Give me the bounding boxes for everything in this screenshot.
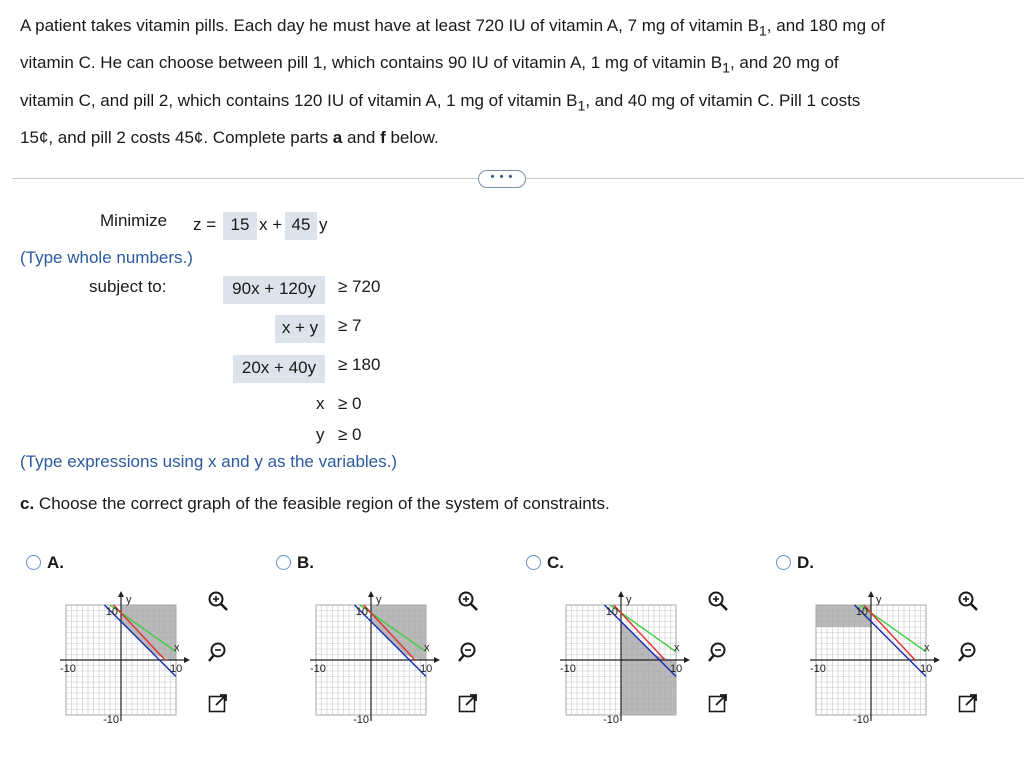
expand-graph-icon[interactable] [457,692,479,714]
problem-statement [20,10,1020,154]
zoom-out-icon[interactable] [457,641,479,663]
y-min-tick-label: -10 [853,714,869,723]
x-max-tick-label: 10 [920,663,933,675]
radio-circle-icon[interactable] [526,555,541,570]
feasible-region-graph [302,583,442,723]
y-max-tick-label: 10 [105,606,118,618]
problem-line-4: 15¢, and pill 2 costs 45¢. Complete parts a and f below. [20,128,439,148]
feasible-region-graph [802,583,942,723]
y-axis-arrow [118,591,124,597]
option-d-radio[interactable]: D. [776,553,814,573]
radio-circle-icon[interactable] [276,555,291,570]
expand-more-button[interactable]: • • • [478,170,526,188]
x-max-tick-label: 10 [670,663,683,675]
y-max-tick-label: 10 [355,606,368,618]
zoom-out-icon[interactable] [207,641,229,663]
y-min-tick-label: -10 [353,714,369,723]
zoom-out-icon[interactable] [707,641,729,663]
zoom-in-icon[interactable] [707,590,729,612]
x-max-tick-label: 10 [170,663,183,675]
option-b-radio[interactable]: B. [276,553,314,573]
x-axis-label: x [674,642,680,654]
constraint-4-lhs: x [316,394,325,413]
zoom-in-icon[interactable] [957,590,979,612]
problem-line-2: vitamin C. He can choose between pill 1, which contains 90 IU of vitamin A, 1 mg of vitamin $B_1$, and 20 mg of [20,53,839,77]
x-axis-label: x [174,642,180,654]
x-axis-arrow [934,657,940,663]
y-variable: y [319,215,328,234]
constraint-1-rhs: ≥ 720 [338,277,381,296]
expand-graph-icon[interactable] [207,692,229,714]
z-equals: z = [193,215,217,234]
x-min-tick-label: -10 [60,663,76,675]
x-max-tick-label: 10 [420,663,433,675]
constraint-5-rhs: ≥ 0 [338,425,362,444]
y-axis-arrow [368,591,374,597]
graph-option-b [302,583,442,728]
problem-line-1: A patient takes vitamin pills. Each day he must have at least 720 IU of vitamin A, 7 mg of vitamin $B_1$, and 180 mg of [20,16,885,40]
feasible-region-graph [552,583,692,723]
y-axis-label: y [376,594,382,606]
radio-circle-icon[interactable] [776,555,791,570]
coef-y-answer[interactable]: 45 [285,212,317,240]
hint-expressions: (Type expressions using x and y as the variables.) [20,452,398,471]
x-min-tick-label: -10 [810,663,826,675]
option-a-radio[interactable]: A. [26,553,64,573]
option-c-radio[interactable]: C. [526,553,564,573]
y-axis-arrow [618,591,624,597]
constraint-4-rhs: ≥ 0 [338,394,362,413]
minimize-label: Minimize [100,211,168,230]
constraint-1-lhs[interactable]: 90x + 120y [223,276,325,304]
problem-line-3: vitamin C, and pill 2, which contains 120 IU of vitamin A, 1 mg of vitamin $B_1$, and 40 mg of vitamin C. Pill 1 costs [20,90,861,115]
constraint-3-lhs[interactable]: 20x + 40y [233,355,325,383]
graph-option-c [552,583,692,728]
part-c-prompt: c. Choose the correct graph of the feasible region of the system of constraints. [20,494,610,513]
coef-x-answer[interactable]: 15 [223,212,257,240]
y-axis-label: y [626,594,632,606]
subject-to-label: subject to: [89,277,167,296]
radio-circle-icon[interactable] [26,555,41,570]
x-min-tick-label: -10 [310,663,326,675]
y-axis-label: y [126,594,132,606]
y-max-tick-label: 10 [855,606,868,618]
expand-graph-icon[interactable] [707,692,729,714]
x-axis-arrow [684,657,690,663]
zoom-out-icon[interactable] [957,641,979,663]
hint-whole-numbers: (Type whole numbers.) [20,248,193,267]
constraint-2-rhs: ≥ 7 [338,316,362,335]
x-min-tick-label: -10 [560,663,576,675]
zoom-in-icon[interactable] [457,590,479,612]
x-axis-arrow [434,657,440,663]
graph-option-d [802,583,942,728]
y-min-tick-label: -10 [603,714,619,723]
y-min-tick-label: -10 [103,714,119,723]
y-axis-arrow [868,591,874,597]
y-axis-label: y [876,594,882,606]
zoom-in-icon[interactable] [207,590,229,612]
constraint-5-lhs: y [316,425,325,444]
constraint-3-rhs: ≥ 180 [338,355,381,374]
constraint-2-lhs[interactable]: x + y [275,315,325,343]
graph-option-a [52,583,192,728]
expand-graph-icon[interactable] [957,692,979,714]
x-axis-label: x [924,642,930,654]
x-axis-label: x [424,642,430,654]
x-axis-arrow [184,657,190,663]
feasible-region-graph [52,583,192,723]
y-max-tick-label: 10 [605,606,618,618]
x-plus: x + [259,215,283,234]
